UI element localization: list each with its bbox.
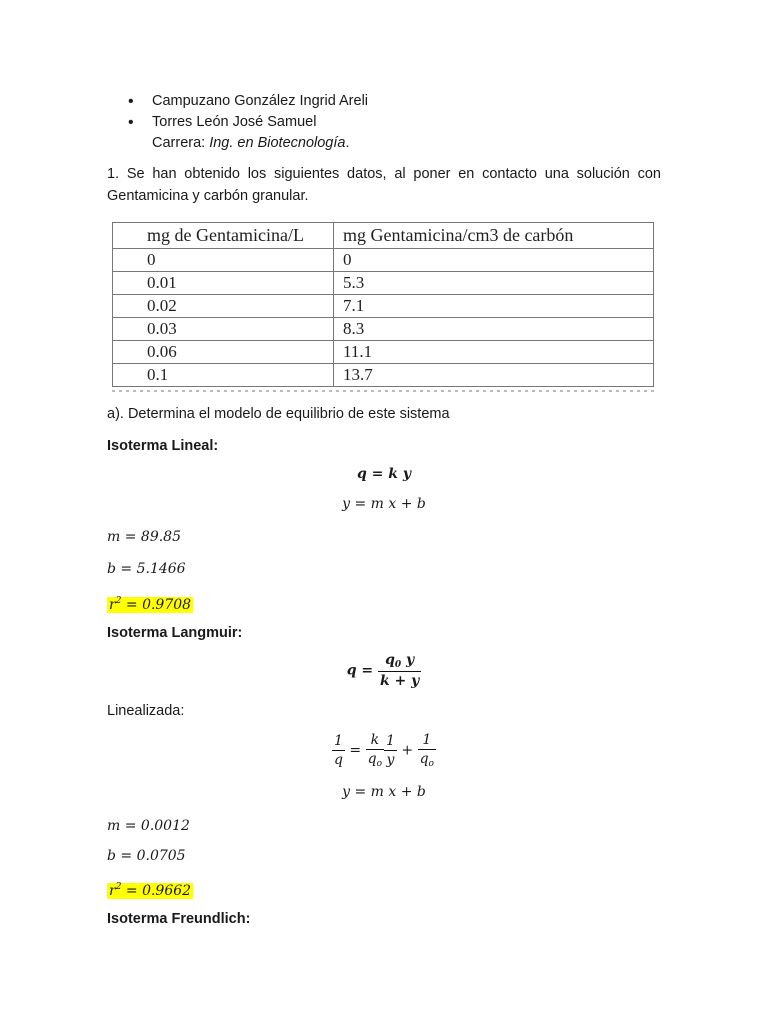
linearized-label: Linealizada: — [107, 703, 185, 719]
table-header-row — [113, 223, 654, 249]
langmuir-equation: q = $\frac{q_0 y}{k + y}$ — [346, 652, 420, 689]
lineal-intercept: b = 5.1466 — [107, 561, 186, 577]
linear-form-equation: y = m x + b — [342, 784, 426, 800]
cell: 7.1 — [334, 295, 654, 318]
career-label: Carrera: — [152, 135, 210, 151]
cell: 0 — [113, 249, 334, 272]
column-header: mg Gentamicina/cm3 de carbón — [334, 223, 654, 249]
langmuir-intercept: b = 0.0705 — [107, 848, 186, 864]
freundlich-title: Isoterma Freundlich: — [107, 911, 251, 927]
r2-value: = 0.9662 — [125, 883, 192, 899]
author-list — [128, 91, 368, 133]
linear-form-equation: y = m x + b — [342, 496, 426, 512]
career-end: . — [345, 135, 350, 151]
langmuir-linearized-equation: $\frac{1}{q}$ = $\frac{k}{q_o}$ $\frac{1}{y}$ + $\frac{1}{q_o}$ — [334, 732, 434, 769]
cell: 0.01 — [113, 272, 334, 295]
lineal-r-squared: $r^2 = 0.9708$ — [109, 596, 192, 613]
problem-statement: 1. Se han obtenido los siguientes datos, al poner en contacto una solución con Gentamicina y carbón granular. — [107, 166, 661, 204]
table-row — [113, 272, 654, 295]
table-row — [113, 318, 654, 341]
lineal-title: Isoterma Lineal: — [107, 438, 219, 454]
cropped-caption-line — [112, 388, 654, 394]
lineal-equation: q = k y — [357, 466, 411, 482]
cell: 0.03 — [113, 318, 334, 341]
table-row — [113, 364, 654, 387]
cell: 8.3 — [334, 318, 654, 341]
career-value: Ing. en Biotecnología — [209, 135, 346, 151]
langmuir-title: Isoterma Langmuir: — [107, 625, 243, 641]
author-item: • Torres León José Samuel — [128, 112, 368, 133]
question-a: a). Determina el modelo de equilibrio de este sistema — [107, 406, 450, 422]
cell: 13.7 — [334, 364, 654, 387]
r2-value: = 0.9708 — [125, 597, 192, 613]
cell: 5.3 — [334, 272, 654, 295]
career-line — [152, 133, 350, 154]
data-table — [112, 222, 654, 387]
cell: 0.1 — [113, 364, 334, 387]
table-row — [113, 249, 654, 272]
table-row — [113, 341, 654, 364]
cell: 0.02 — [113, 295, 334, 318]
cell: 11.1 — [334, 341, 654, 364]
cell: 0 — [334, 249, 654, 272]
langmuir-r-squared: $r^2 = 0.9662$ — [109, 882, 192, 899]
langmuir-slope: m = 0.0012 — [107, 818, 190, 834]
table-row — [113, 295, 654, 318]
author-item: • Campuzano González Ingrid Areli — [128, 91, 368, 112]
column-header: mg de Gentamicina/L — [113, 223, 334, 249]
lineal-slope: m = 89.85 — [107, 529, 181, 545]
cell: 0.06 — [113, 341, 334, 364]
